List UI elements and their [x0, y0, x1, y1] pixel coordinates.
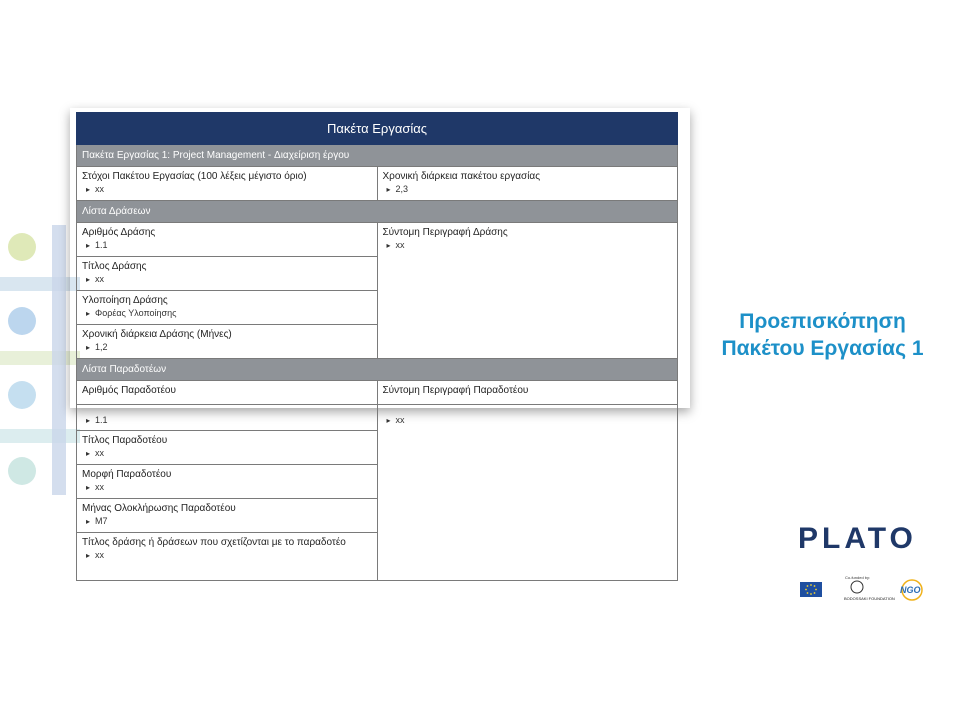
deliverable-number-cell[interactable] — [77, 405, 378, 431]
deliverable-desc-cell[interactable] — [377, 405, 678, 581]
wp-goals-label: Στόχοι Πακέτου Εργασίας (100 λέξεις μέγιστο όριο) — [82, 171, 307, 182]
action-desc-cell[interactable] — [377, 223, 678, 359]
deliverable-form-label: Μορφή Παραδοτέου — [82, 469, 172, 480]
wp-goals-cell[interactable] — [77, 167, 378, 201]
deliverable-title-cell[interactable] — [77, 431, 378, 465]
sponsor-label: Co-funded by: — [845, 575, 871, 580]
plato-logo: PLATO — [798, 522, 917, 555]
action-impl-label: Υλοποίηση Δράσης — [82, 295, 168, 306]
decorative-pattern — [0, 225, 80, 495]
deliverable-form-value: ▸ xx — [82, 481, 372, 494]
deliverable-desc-label: Σύντομη Περιγραφή Παραδοτέου — [382, 385, 529, 396]
wp-goals-value: ▸ xx — [82, 183, 372, 196]
deliverable-related-label: Τίτλος δράσης ή δράσεων που σχετίζονται με το παραδοτέο — [82, 537, 346, 548]
action-duration-label: Χρονική διάρκεια Δράσης (Μήνες) — [82, 329, 232, 340]
action-title-label: Τίτλος Δράσης — [82, 261, 147, 272]
svg-text:NGO: NGO — [900, 585, 921, 595]
preview-title — [690, 308, 955, 362]
deliverable-number-value: ▸ 1.1 — [82, 414, 372, 427]
action-number-cell[interactable] — [77, 223, 378, 257]
deliverable-related-value: ▸ xx — [82, 549, 372, 562]
work-package-form — [76, 112, 678, 581]
action-desc-label: Σύντομη Περιγραφή Δράσης — [382, 227, 508, 238]
actions-heading: Λίστα Δράσεων — [77, 201, 678, 223]
wp-duration-label: Χρονική διάρκεια πακέτου εργασίας — [382, 171, 541, 182]
bodossaki-seal-icon — [851, 581, 863, 593]
action-number-value: ▸ 1.1 — [82, 239, 372, 252]
action-duration-value: ▸ 1,2 — [82, 341, 372, 354]
svg-text:BODOSSAKI FOUNDATION: BODOSSAKI FOUNDATION — [844, 596, 895, 601]
deliverable-desc-value: ▸ xx — [383, 414, 673, 427]
deliverable-form-cell[interactable] — [77, 465, 378, 499]
action-number-label: Αριθμός Δράσης — [82, 227, 156, 238]
action-desc-value: ▸ xx — [383, 239, 673, 252]
deliverable-title-value: ▸ xx — [82, 447, 372, 460]
deliverable-month-label: Μήνας Ολοκλήρωσης Παραδοτέου — [82, 503, 236, 514]
deliverable-related-cell[interactable] — [77, 533, 378, 581]
deliverables-heading: Λίστα Παραδοτέων — [77, 359, 678, 381]
action-title-value: ▸ xx — [82, 273, 372, 286]
deliverable-number-label: Αριθμός Παραδοτέου — [82, 385, 176, 396]
action-impl-cell[interactable] — [77, 291, 378, 325]
preview-title-line1: Προεπισκόπηση — [739, 310, 906, 333]
action-impl-value: ▸ Φορέας Υλοποίησης — [82, 307, 372, 320]
deliverable-month-cell[interactable] — [77, 499, 378, 533]
deliverable-number-label-cell — [77, 381, 378, 405]
deliverable-month-value: ▸ M7 — [82, 515, 372, 528]
wp-duration-value: ▸ 2,3 — [383, 183, 673, 196]
wp-duration-cell[interactable] — [377, 167, 678, 201]
action-title-cell[interactable] — [77, 257, 378, 291]
form-title: Πακέτα Εργασίας — [77, 113, 678, 145]
preview-title-line2: Πακέτου Εργασίας 1 — [721, 337, 924, 360]
deliverable-desc-label-cell — [377, 381, 678, 405]
deliverable-title-label: Τίτλος Παραδοτέου — [82, 435, 168, 446]
action-duration-cell[interactable] — [77, 325, 378, 359]
wp-heading: Πακέτα Εργασίας 1: Project Management - Διαχείριση έργου — [77, 145, 678, 167]
